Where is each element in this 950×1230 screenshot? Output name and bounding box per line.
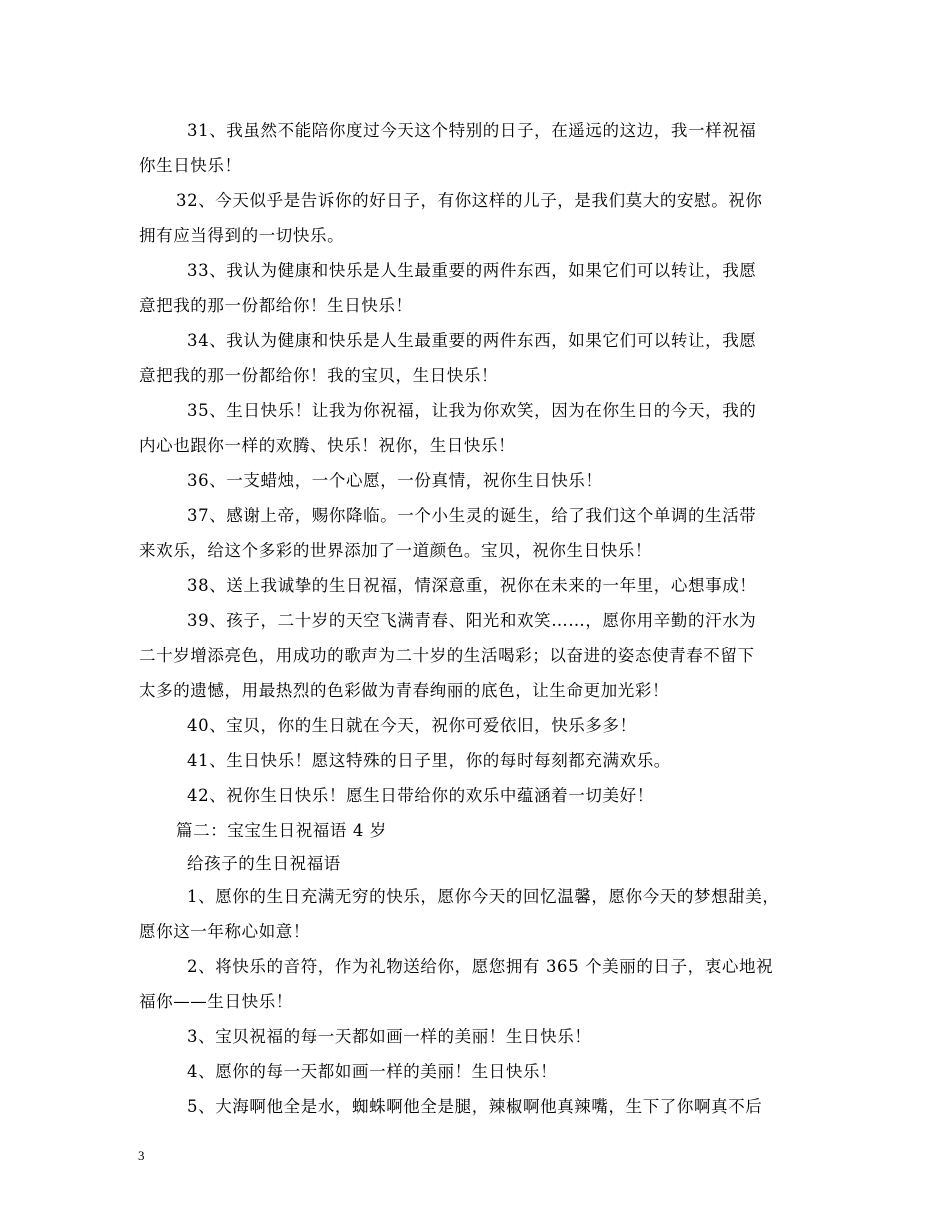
paragraph-line: 40、宝贝，你的生日就在今天，祝你可爱依旧，快乐多多！ [187, 716, 637, 735]
paragraph-line: 内心也跟你一样的欢腾、快乐！祝你，生日快乐！ [139, 436, 516, 455]
paragraph-line: 36、一支蜡烛，一个心愿，一份真情，祝你生日快乐！ [187, 471, 603, 490]
paragraph-line: 37、感谢上帝，赐你降临。一个小生灵的诞生，给了我们这个单调的生活带 [187, 506, 757, 525]
page-number: 3 [138, 1148, 145, 1163]
section-heading: 篇二：宝宝生日祝福语 4 岁 [176, 821, 387, 840]
paragraph-line: 42、祝你生日快乐！愿生日带给你的欢乐中蕴涵着一切美好！ [187, 786, 654, 805]
paragraph-line: 33、我认为健康和快乐是人生最重要的两件东西，如果它们可以转让，我愿 [187, 261, 757, 280]
subheading: 给孩子的生日祝福语 [187, 854, 341, 873]
paragraph-line: 35、生日快乐！让我为你祝福，让我为你欢笑，因为在你生日的今天，我的 [187, 401, 757, 420]
paragraph-line: 31、我虽然不能陪你度过今天这个特别的日子，在遥远的这边，我一样祝福 [187, 121, 757, 140]
paragraph-line: 5、大海啊他全是水，蜘蛛啊他全是腿，辣椒啊他真辣嘴，生下了你啊真不后 [187, 1097, 763, 1116]
paragraph-line: 来欢乐，给这个多彩的世界添加了一道颜色。宝贝，祝你生日快乐！ [139, 541, 652, 560]
paragraph-line: 1、愿你的生日充满无穷的快乐，愿你今天的回忆温馨，愿你今天的梦想甜美， [187, 887, 780, 906]
paragraph-line: 福你——生日快乐！ [139, 992, 293, 1011]
paragraph-line: 4、愿你的每一天都如画一样的美丽！生日快乐！ [187, 1062, 558, 1081]
paragraph-line: 32、今天似乎是告诉你的好日子，有你这样的儿子，是我们莫大的安慰。祝你 [176, 191, 763, 210]
paragraph-line: 38、送上我诚挚的生日祝福，情深意重，祝你在未来的一年里，心想事成！ [187, 576, 757, 595]
paragraph-line: 二十岁增添亮色，用成功的歌声为二十岁的生活喝彩；以奋进的姿态使青春不留下 [139, 646, 755, 665]
paragraph-line: 2、将快乐的音符，作为礼物送给你，愿您拥有 365 个美丽的日子，衷心地祝 [187, 957, 774, 976]
paragraph-line: 意把我的那一份都给你！生日快乐！ [139, 296, 413, 315]
paragraph-line: 34、我认为健康和快乐是人生最重要的两件东西，如果它们可以转让，我愿 [187, 331, 757, 350]
paragraph-line: 拥有应当得到的一切快乐。 [139, 226, 345, 245]
paragraph-line: 太多的遗憾，用最热烈的色彩做为青春绚丽的底色，让生命更加光彩！ [139, 681, 670, 700]
paragraph-line: 意把我的那一份都给你！我的宝贝，生日快乐！ [139, 366, 499, 385]
paragraph-line: 41、生日快乐！愿这特殊的日子里，你的每时每刻都充满欢乐。 [187, 751, 671, 770]
paragraph-line: 39、孩子，二十岁的天空飞满青春、阳光和欢笑……，愿你用辛勤的汗水为 [187, 611, 757, 630]
paragraph-line: 3、宝贝祝福的每一天都如画一样的美丽！生日快乐！ [187, 1027, 592, 1046]
paragraph-line: 愿你这一年称心如意！ [139, 922, 310, 941]
paragraph-line: 你生日快乐！ [139, 156, 242, 175]
